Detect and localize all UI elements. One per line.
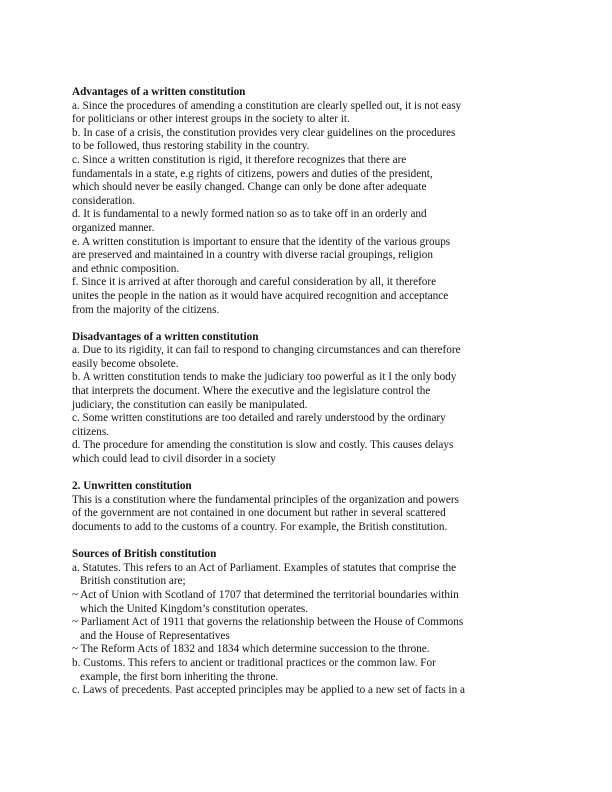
text-line: and the House of Representatives <box>80 629 230 642</box>
text-line: d. It is fundamental to a newly formed nation so as to take off in an orderly and <box>72 208 427 221</box>
text-line: that interprets the document. Where the executive and the legislature control the <box>72 385 431 398</box>
text-line: organized manner. <box>72 221 155 234</box>
text-line: consideration. <box>72 194 136 207</box>
text-line: d. The procedure for amending the constitution is slow and costly. This causes delays <box>72 439 454 452</box>
text-line: b. In case of a crisis, the constitution provides very clear guidelines on the procedures <box>72 126 456 139</box>
section-heading: Sources of British constitution <box>72 548 217 561</box>
text-line: ~ Parliament Act of 1911 that governs the relationship between the House of Commons <box>72 616 464 629</box>
text-line: from the majority of the citizens. <box>72 303 220 316</box>
text-line: a. Statutes. This refers to an Act of Parliament. Examples of statutes that comprise the <box>72 561 457 574</box>
text-line: easily become obsolete. <box>72 357 179 370</box>
section-heading: 2. Unwritten constitution <box>72 480 192 493</box>
section-advantages <box>72 86 542 317</box>
text-line: documents to add to the customs of a country. For example, the British constitution. <box>72 521 448 533</box>
text-line: This is a constitution where the fundamental principles of the organization and powers <box>72 493 459 506</box>
text-line: for politicians or other interest groups in the society to alter it. <box>72 113 350 126</box>
text-line: unites the people in the nation as it would have acquired recognition and acceptance <box>72 289 449 302</box>
text-line: which the United Kingdom’s constitution operates. <box>80 602 309 615</box>
section-disadvantages <box>72 331 542 467</box>
text-line: fundamentals in a state, e.g rights of citizens, powers and duties of the president, <box>72 167 433 180</box>
text-line: c. Laws of precedents. Past accepted principles may be applied to a new set of facts in a <box>72 684 465 697</box>
text-line: c. Since a written constitution is rigid, it therefore recognizes that there are <box>72 153 407 166</box>
text-line: citizens. <box>72 425 109 438</box>
text-line: which should never be easily changed. Change can only be done after adequate <box>72 181 427 194</box>
text-line: ~ The Reform Acts of 1832 and 1834 which determine succession to the throne. <box>72 643 430 656</box>
text-line: e. A written constitution is important to ensure that the identity of the various groups <box>72 235 451 248</box>
text-line: example, the first born inheriting the throne. <box>80 670 279 683</box>
text-line: c. Some written constitutions are too detailed and rarely understood by the ordinary <box>72 412 446 425</box>
text-line: b. A written constitution tends to make the judiciary too powerful as it I the only body <box>72 371 457 384</box>
text-line: a. Due to its rigidity, it can fail to respond to changing circumstances and can therefore <box>72 344 461 357</box>
text-line: judiciary, the constitution can easily be manipulated. <box>72 398 308 411</box>
text-line: are preserved and maintained in a country with diverse racial groupings, religion <box>72 249 433 262</box>
text-line: British constitution are; <box>80 575 186 588</box>
text-line: a. Since the procedures of amending a constitution are clearly spelled out, it is not easy <box>72 99 462 112</box>
section-heading: Advantages of a written constitution <box>72 86 246 98</box>
section-sources-british-constitution <box>72 548 542 698</box>
text-line: b. Customs. This refers to ancient or traditional practices or the common law. For <box>72 656 436 669</box>
text-line: ~ Act of Union with Scotland of 1707 that determined the territorial boundaries within <box>72 588 459 601</box>
section-heading: Disadvantages of a written constitution <box>72 330 259 343</box>
text-line: which could lead to civil disorder in a society <box>72 453 276 466</box>
document-page <box>72 86 542 711</box>
text-line: f. Since it is arrived at after thorough and careful consideration by all, it therefore <box>72 276 437 289</box>
section-unwritten-constitution <box>72 480 542 534</box>
text-line: and ethnic composition. <box>72 262 180 275</box>
text-line: of the government are not contained in one document but rather in several scattered <box>72 507 446 520</box>
text-line: to be followed, thus restoring stability in the country. <box>72 140 310 153</box>
